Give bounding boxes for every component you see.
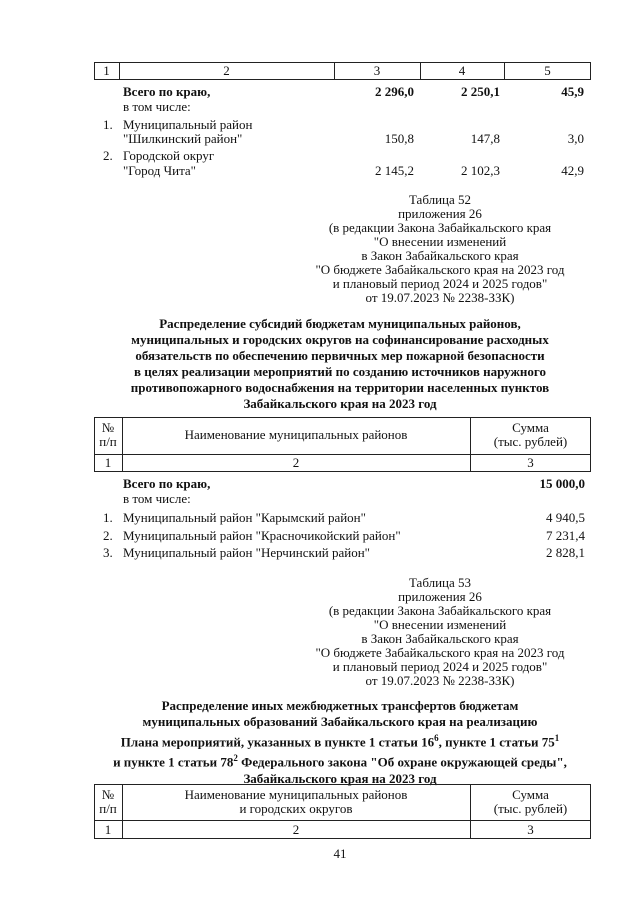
- table52-index-1: 1: [104, 455, 112, 470]
- table53-caption-line: (в редакции Закона Забайкальского края: [328, 603, 552, 618]
- table51-row2-line2: "Город Чита": [123, 163, 196, 178]
- table51-row1-v3: 3,0: [567, 131, 584, 146]
- table52-caption-line: в Закон Забайкальского края: [361, 248, 519, 263]
- table52-row3-value: 2 828,1: [546, 545, 585, 560]
- table53-head-name-1: Наименование муниципальных районов: [184, 787, 408, 802]
- table51-row1-line2: "Шилкинский район": [123, 131, 243, 146]
- table52-row2-value: 7 231,4: [546, 528, 585, 543]
- table51-row2-num: 2.: [103, 148, 113, 163]
- table52-row2-name: Муниципальный район "Красночикойский район": [123, 528, 401, 543]
- table52-head-sum-2: (тыс. рублей): [493, 434, 568, 449]
- table51-total-v3: 45,9: [561, 84, 584, 99]
- table51-total-v2: 2 250,1: [461, 84, 500, 99]
- table53-caption-line: Таблица 53: [408, 575, 472, 590]
- table52-index-2: 2: [292, 455, 300, 470]
- table52-total-value: 15 000,0: [539, 476, 585, 491]
- table52-caption-line: приложения 26: [398, 206, 482, 221]
- table53-caption-line: "О бюджете Забайкальского края на 2023 год: [315, 645, 565, 660]
- table51-total-v1: 2 296,0: [375, 84, 414, 99]
- table52-head-name: Наименование муниципальных районов: [184, 427, 408, 442]
- table53-caption-line: приложения 26: [398, 589, 482, 604]
- table52-title-line: Распределение субсидий бюджетам муниципальных районов,: [159, 316, 521, 331]
- table53-title-line-4: и пункте 1 статьи $78^2$ Федерального закона "Об охране окружающей среды",: [113, 753, 567, 770]
- table53-index-2: 2: [292, 822, 300, 837]
- table52-row1-value: 4 940,5: [546, 510, 585, 525]
- table51-row1-num: 1.: [103, 117, 113, 132]
- table51-total-label: Всего по краю,: [123, 84, 211, 99]
- table53-title-line-2: муниципальных образований Забайкальского края на реализацию: [142, 714, 538, 729]
- table52-caption-line: Таблица 52: [408, 192, 472, 207]
- table51-row2-v3: 42,9: [561, 163, 584, 178]
- table51-row2-v2: 2 102,3: [461, 163, 500, 178]
- table52-title-line: в целях реализации мероприятий по созданию источников наружного: [134, 364, 546, 379]
- table53-caption-line: "О внесении изменений: [373, 617, 507, 632]
- table51-row2-line1: Городской округ: [123, 148, 215, 163]
- table51-col-5: 5: [544, 63, 551, 78]
- table52-caption-line: "О внесении изменений: [373, 234, 507, 249]
- table52-caption-line: и плановый период 2024 и 2025 годов": [332, 276, 548, 291]
- table53-title: [80, 698, 600, 787]
- table53-title-line-1: Распределение иных межбюджетных трансфертов бюджетам: [161, 698, 519, 713]
- table52-index-3: 3: [527, 455, 534, 470]
- table52-title-line: Забайкальского края на 2023 год: [243, 396, 437, 411]
- table52-title-line: муниципальных и городских округов на софинансирование расходных: [131, 332, 549, 347]
- table52-title-line: противопожарного водоснабжения на территории населенных пунктов: [130, 380, 550, 395]
- table52-row2-num: 2.: [103, 528, 113, 543]
- table52-head-num-1: №: [101, 420, 115, 435]
- table53-index-1: 1: [104, 822, 112, 837]
- table51-row2-v1: 2 145,2: [375, 163, 414, 178]
- table53-head-num-2: п/п: [99, 801, 117, 816]
- table52-including: в том числе:: [123, 491, 191, 506]
- table52-caption: [290, 193, 590, 305]
- table53-caption-line: от 19.07.2023 № 2238-ЗЗК): [365, 673, 515, 688]
- table51-col-4: 4: [458, 63, 466, 78]
- table51-row1-line1: Муниципальный район: [123, 117, 253, 132]
- table51-including: в том числе:: [123, 99, 191, 114]
- table52-row3-num: 3.: [103, 545, 113, 560]
- table53-caption: [290, 576, 590, 688]
- table53-caption-line: и плановый период 2024 и 2025 годов": [332, 659, 548, 674]
- table52-title: [80, 316, 600, 412]
- table52-title-line: обязательств по обеспечению первичных мер пожарной безопасности: [135, 348, 545, 363]
- table53-index-3: 3: [527, 822, 534, 837]
- table53-head-num-1: №: [101, 787, 115, 802]
- table52-caption-line: "О бюджете Забайкальского края на 2023 год: [315, 262, 565, 277]
- table53-title-line-5: Забайкальского края на 2023 год: [243, 770, 437, 786]
- table51-row1-v2: 147,8: [470, 131, 500, 146]
- table51-row1-v1: 150,8: [384, 131, 414, 146]
- table51-col-3: 3: [373, 63, 381, 78]
- table52-row1-name: Муниципальный район "Карымский район": [123, 510, 366, 525]
- page-number: 41: [333, 846, 347, 861]
- table53-caption-line: в Закон Забайкальского края: [361, 631, 519, 646]
- table53-head-sum-2: (тыс. рублей): [493, 801, 568, 816]
- table53-head-name-2: и городских округов: [239, 801, 353, 816]
- table53-head-sum-1: Сумма: [512, 787, 549, 802]
- table51-col-1: 1: [103, 63, 110, 78]
- table52-head-sum-1: Сумма: [512, 420, 549, 435]
- table52-row1-num: 1.: [103, 510, 113, 525]
- table52-head-num-2: п/п: [99, 434, 117, 449]
- table52-caption-line: от 19.07.2023 № 2238-ЗЗК): [365, 290, 515, 305]
- table52-total-label: Всего по краю,: [123, 476, 211, 491]
- table51-col-2: 2: [223, 63, 230, 78]
- table52-row3-name: Муниципальный район "Нерчинский район": [123, 545, 370, 560]
- table52-caption-line: (в редакции Закона Забайкальского края: [328, 220, 552, 235]
- table53-title-line-3: Плана мероприятий, указанных в пункте 1 статьи $16^6$, пункте 1 статьи $75^1$: [120, 733, 560, 750]
